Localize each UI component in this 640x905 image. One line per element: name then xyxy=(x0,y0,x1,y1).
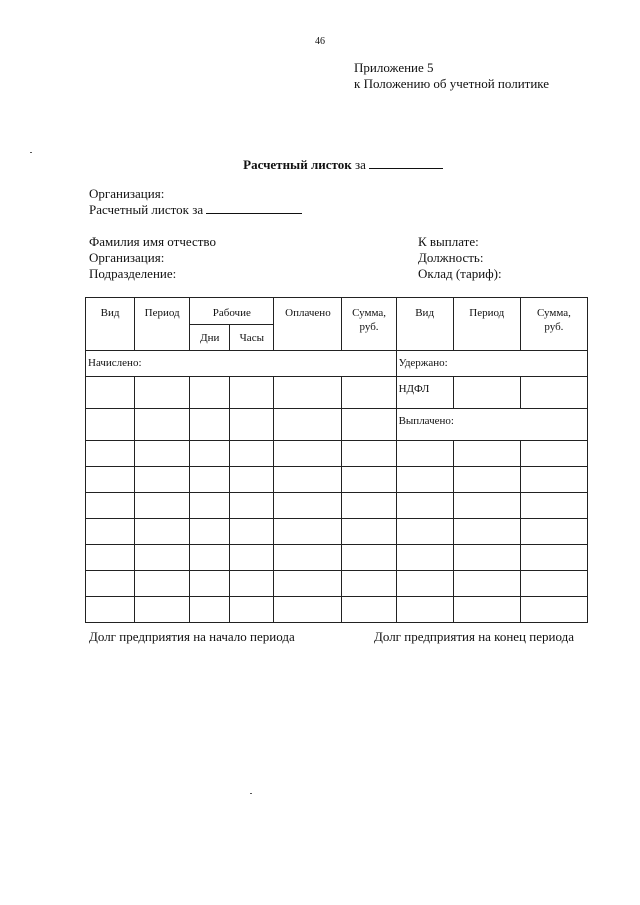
payslip-for-label: Расчетный листок за xyxy=(89,202,204,217)
col-period-2: Период xyxy=(453,298,520,351)
table-row xyxy=(86,441,588,467)
table-cell[interactable] xyxy=(230,597,274,623)
col-sum-2 xyxy=(520,298,587,351)
table-cell[interactable] xyxy=(190,441,230,467)
table-cell[interactable] xyxy=(453,467,520,493)
table-cell[interactable] xyxy=(520,545,587,571)
table-cell[interactable] xyxy=(453,377,520,409)
table-cell[interactable] xyxy=(190,519,230,545)
debt-end-label: Долг предприятия на конец периода xyxy=(374,629,574,644)
table-cell[interactable] xyxy=(135,545,190,571)
field-department: Подразделение: xyxy=(89,266,177,281)
table-cell[interactable] xyxy=(135,409,190,441)
table-cell[interactable] xyxy=(135,467,190,493)
organization-block xyxy=(89,186,302,218)
col-period: Период xyxy=(135,298,190,351)
table-cell[interactable] xyxy=(520,467,587,493)
org-label: Организация: xyxy=(89,186,165,201)
col-kind-2: Вид xyxy=(396,298,453,351)
table-cell[interactable] xyxy=(396,597,453,623)
scan-speck xyxy=(250,793,252,794)
table-cell[interactable] xyxy=(342,493,396,519)
table-cell[interactable] xyxy=(274,467,342,493)
field-full-name: Фамилия имя отчество xyxy=(89,234,216,249)
table-cell[interactable] xyxy=(453,545,520,571)
col-paid: Оплачено xyxy=(274,298,342,351)
table-cell[interactable] xyxy=(453,571,520,597)
col-hours: Часы xyxy=(230,325,274,351)
table-cell[interactable] xyxy=(520,597,587,623)
scan-speck xyxy=(30,152,32,153)
table-cell[interactable] xyxy=(86,467,135,493)
accrued-label: Начислено: xyxy=(86,351,397,377)
table-cell[interactable] xyxy=(453,597,520,623)
table-cell[interactable] xyxy=(135,571,190,597)
table-cell[interactable] xyxy=(396,519,453,545)
table-cell[interactable] xyxy=(396,545,453,571)
table-cell[interactable] xyxy=(190,571,230,597)
table-cell[interactable] xyxy=(274,377,342,409)
table-cell[interactable] xyxy=(230,377,274,409)
table-cell[interactable] xyxy=(135,597,190,623)
col-kind: Вид xyxy=(86,298,135,351)
table-cell[interactable] xyxy=(274,493,342,519)
field-to-pay: К выплате: xyxy=(418,234,479,249)
title-blank-line[interactable] xyxy=(369,156,443,169)
table-cell[interactable] xyxy=(396,467,453,493)
table-row xyxy=(86,493,588,519)
table-cell[interactable] xyxy=(190,545,230,571)
field-organization: Организация: xyxy=(89,250,165,265)
table-row xyxy=(86,571,588,597)
appendix-line-2: к Положению об учетной политике xyxy=(354,76,550,91)
table-cell[interactable] xyxy=(190,493,230,519)
table-cell[interactable] xyxy=(342,571,396,597)
table-cell[interactable] xyxy=(230,493,274,519)
withheld-label: Удержано: xyxy=(396,351,587,377)
table-cell[interactable] xyxy=(135,493,190,519)
table-cell[interactable] xyxy=(230,467,274,493)
col-sum2-line1: Сумма, xyxy=(536,307,571,319)
payslip-for-blank[interactable] xyxy=(206,202,302,214)
table-cell[interactable] xyxy=(190,377,230,409)
table-cell[interactable] xyxy=(520,377,587,409)
table-cell[interactable] xyxy=(342,409,396,441)
table-cell[interactable] xyxy=(230,545,274,571)
table-cell[interactable] xyxy=(342,597,396,623)
table-cell[interactable] xyxy=(86,545,135,571)
paid-out-label: Выплачено: xyxy=(396,409,587,441)
employee-fields xyxy=(89,234,216,282)
table-cell[interactable] xyxy=(190,467,230,493)
table-cell[interactable] xyxy=(520,493,587,519)
col-sum xyxy=(342,298,396,351)
table-cell[interactable] xyxy=(453,441,520,467)
table-row xyxy=(86,377,588,409)
title-bold: Расчетный листок xyxy=(243,157,352,172)
table-cell[interactable] xyxy=(453,493,520,519)
section-row xyxy=(86,351,588,377)
table-cell[interactable] xyxy=(274,571,342,597)
page-number: 46 xyxy=(315,36,325,47)
table-cell[interactable] xyxy=(86,377,135,409)
table-cell[interactable] xyxy=(274,597,342,623)
col-days: Дни xyxy=(190,325,230,351)
table-cell[interactable] xyxy=(274,545,342,571)
table-row xyxy=(86,519,588,545)
col-sum-line2: руб. xyxy=(359,321,379,333)
col-sum2-line2: руб. xyxy=(544,321,564,333)
table-cell[interactable] xyxy=(230,409,274,441)
table-row xyxy=(86,597,588,623)
payslip-table xyxy=(85,297,588,623)
table-cell[interactable] xyxy=(230,441,274,467)
table-cell[interactable] xyxy=(135,519,190,545)
table-cell[interactable] xyxy=(396,493,453,519)
header-row xyxy=(86,298,588,325)
table-cell[interactable] xyxy=(396,441,453,467)
table-cell[interactable] xyxy=(86,571,135,597)
table-cell[interactable] xyxy=(342,545,396,571)
appendix-line-1: Приложение 5 xyxy=(354,60,434,75)
table-cell[interactable] xyxy=(342,467,396,493)
table-cell[interactable] xyxy=(86,597,135,623)
table-cell[interactable] xyxy=(274,409,342,441)
document-title xyxy=(0,156,640,173)
table-cell[interactable] xyxy=(86,409,135,441)
table-cell[interactable] xyxy=(520,571,587,597)
table-cell[interactable] xyxy=(230,519,274,545)
field-salary: Оклад (тариф): xyxy=(418,266,502,281)
table-cell[interactable] xyxy=(453,519,520,545)
table-cell[interactable] xyxy=(135,377,190,409)
payment-fields xyxy=(418,234,502,282)
table-cell[interactable] xyxy=(520,441,587,467)
col-sum-line1: Сумма, xyxy=(352,307,386,319)
table-cell[interactable] xyxy=(396,571,453,597)
table-cell[interactable] xyxy=(230,571,274,597)
table-row xyxy=(86,467,588,493)
col-working: Рабочие xyxy=(190,298,274,325)
table-row xyxy=(86,409,588,441)
appendix-note xyxy=(354,60,549,92)
table-cell[interactable] xyxy=(520,519,587,545)
table-cell[interactable] xyxy=(190,597,230,623)
title-rest: за xyxy=(354,157,366,172)
table-cell[interactable] xyxy=(342,377,396,409)
table-row xyxy=(86,545,588,571)
table-cell[interactable] xyxy=(86,493,135,519)
table-cell[interactable] xyxy=(86,441,135,467)
ndfl-label: НДФЛ xyxy=(396,377,453,409)
field-position: Должность: xyxy=(418,250,484,265)
table-cell[interactable] xyxy=(342,519,396,545)
table-cell[interactable] xyxy=(274,519,342,545)
table-cell[interactable] xyxy=(342,441,396,467)
table-cell[interactable] xyxy=(135,441,190,467)
table-cell[interactable] xyxy=(190,409,230,441)
table-cell[interactable] xyxy=(274,441,342,467)
table-cell[interactable] xyxy=(86,519,135,545)
debt-start-label: Долг предприятия на начало периода xyxy=(89,629,295,644)
